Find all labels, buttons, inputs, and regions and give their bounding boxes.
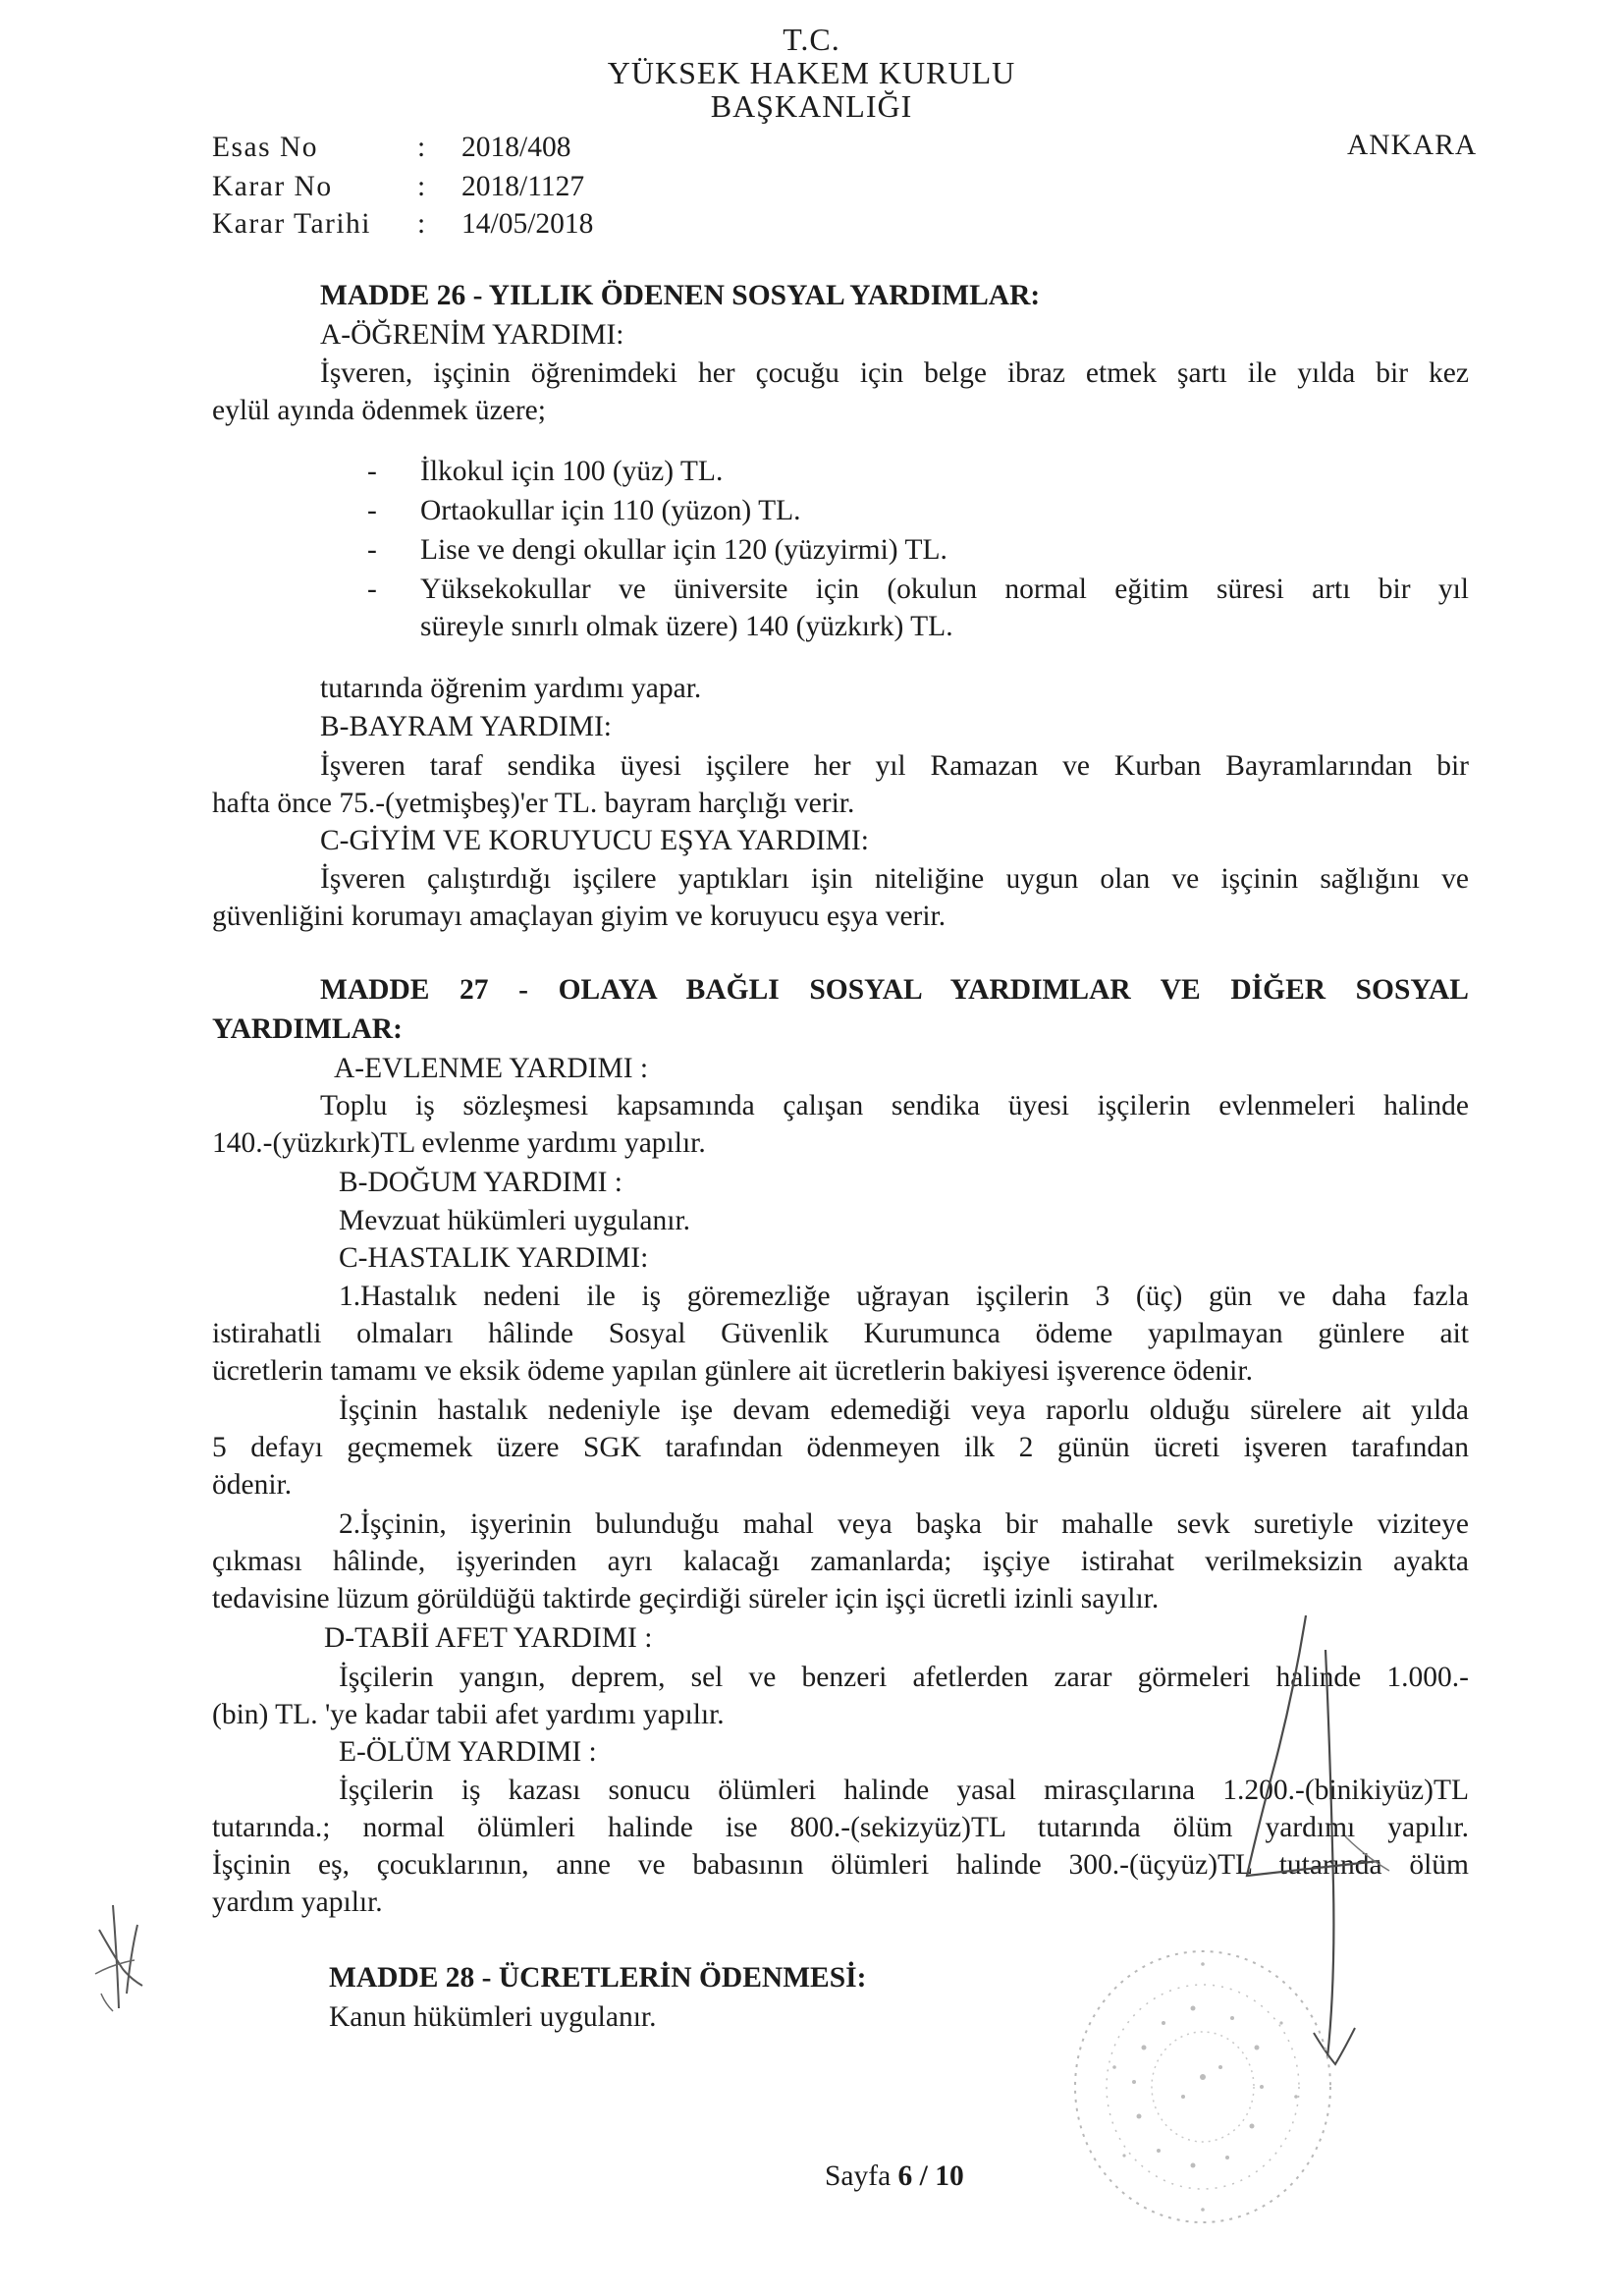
section-a-title: A-EVLENME YARDIMI : <box>334 1053 649 1084</box>
paragraph-line: eylül ayında ödenmek üzere; <box>212 395 546 426</box>
paragraph-line: 1.Hastalık nedeni ile iş göremezliğe uğrayan işçilerin 3 (üç) gün ve daha fazla <box>339 1281 1469 1312</box>
paragraph-line: Toplu iş sözleşmesi kapsamında çalışan sendika üyesi işçilerin evlenmeleri halinde <box>320 1090 1469 1121</box>
meta-sep: : <box>417 132 426 163</box>
list-item: Ortaokullar için 110 (yüzon) TL. <box>420 495 801 526</box>
header-institution: YÜKSEK HAKEM KURULU <box>607 55 1016 90</box>
meta-label-esas: Esas No <box>212 132 319 163</box>
article-28-title: MADDE 28 - ÜCRETLERİN ÖDENMESİ: <box>329 1962 867 1994</box>
header-city: ANKARA <box>1347 130 1478 161</box>
page-value: 6 / 10 <box>897 2160 964 2192</box>
paragraph-line: yardım yapılır. <box>212 1886 383 1918</box>
handwritten-initials <box>83 1895 162 2023</box>
article-27-title-cont: YARDIMLAR: <box>212 1013 403 1045</box>
paragraph-line: Kanun hükümleri uygulanır. <box>329 2001 657 2033</box>
paragraph-line: İşçinin eş, çocuklarının, anne ve babasının ölümleri halinde 300.-(üçyüz)TL tutarında ölüm <box>212 1849 1469 1881</box>
meta-value-karar: 2018/1127 <box>461 171 585 202</box>
paragraph-line: İşveren çalıştırdığı işçilere yaptıkları işin niteliğine uygun olan ve işçinin sağlığını ve <box>320 863 1469 895</box>
section-a-title: A-ÖĞRENİM YARDIMI: <box>320 319 624 351</box>
section-e-title: E-ÖLÜM YARDIMI : <box>339 1736 597 1768</box>
article-27-title: MADDE 27 - OLAYA BAĞLI SOSYAL YARDIMLAR VE DİĞER SOSYAL <box>320 974 1469 1006</box>
paragraph-line: İşveren, işçinin öğrenimdeki her çocuğu için belge ibraz etmek şartı ile yılda bir kez <box>320 357 1469 389</box>
section-c-title: C-HASTALIK YARDIMI: <box>339 1242 649 1274</box>
article-26-title: MADDE 26 - YILLIK ÖDENEN SOSYAL YARDIMLAR: <box>320 280 1041 311</box>
paragraph-line: İşçilerin yangın, deprem, sel ve benzeri afetlerden zarar görmeleri halinde 1.000.- <box>339 1662 1469 1693</box>
list-bullet: - <box>367 456 377 487</box>
paragraph-line: Mevzuat hükümleri uygulanır. <box>339 1205 691 1236</box>
meta-value-karar-tarihi: 14/05/2018 <box>461 208 594 240</box>
paragraph-line: 140.-(yüzkırk)TL evlenme yardımı yapılır. <box>212 1127 706 1159</box>
paragraph-line: tutarında öğrenim yardımı yapar. <box>320 673 702 704</box>
paragraph-line: (bin) TL. 'ye kadar tabii afet yardımı yapılır. <box>212 1699 725 1730</box>
paragraph-line: güvenliğini korumayı amaçlayan giyim ve koruyucu eşya verir. <box>212 901 947 932</box>
paragraph-line: 5 defayı geçmemek üzere SGK tarafından ödenmeyen ilk 2 günün ücreti işveren tarafından <box>212 1432 1469 1463</box>
list-bullet: - <box>367 574 377 605</box>
section-b-title: B-DOĞUM YARDIMI : <box>339 1167 622 1198</box>
header-tc: T.C. <box>783 22 840 57</box>
paragraph-line: tedavisine lüzum görüldüğü taktirde geçirdiği süreler için işçi ücretli izinli sayılır. <box>212 1583 1160 1614</box>
paragraph-line: çıkması hâlinde, işyerinden ayrı kalacağı zamanlarda; işçiye istirahat verilmeksizin ayakta <box>212 1546 1469 1577</box>
paragraph-line: 2.İşçinin, işyerinin bulunduğu mahal veya başka bir mahalle sevk suretiyle viziteye <box>339 1508 1469 1540</box>
list-item-continuation: süreyle sınırlı olmak üzere) 140 (yüzkırk) TL. <box>420 611 953 642</box>
paragraph-line: ödenir. <box>212 1469 293 1501</box>
official-stamp <box>1055 1930 1350 2244</box>
list-item: Lise ve dengi okullar için 120 (yüzyirmi) TL. <box>420 534 947 566</box>
meta-label-karar-tarihi: Karar Tarihi <box>212 208 371 240</box>
page-number <box>825 2159 964 2194</box>
meta-label-karar: Karar No <box>212 171 333 202</box>
paragraph-line: tutarında.; normal ölümleri halinde ise 800.-(sekizyüz)TL tutarında ölüm yardımı yapılır. <box>212 1812 1469 1843</box>
list-bullet: - <box>367 534 377 566</box>
paragraph-line: istirahatli olmaları hâlinde Sosyal Güvenlik Kurumunca ödeme yapılmayan günlere ait <box>212 1318 1469 1349</box>
paragraph-line: İşçinin hastalık nedeniyle işe devam edemediği veya raporlu olduğu sürelere ait yılda <box>339 1394 1469 1426</box>
page-label: Sayfa <box>825 2160 892 2192</box>
list-item: Yüksekokullar ve üniversite için (okulun normal eğitim süresi artı bir yıl <box>420 574 1469 605</box>
section-d-title: D-TABİİ AFET YARDIMI : <box>324 1622 653 1654</box>
paragraph-line: İşveren taraf sendika üyesi işçilere her yıl Ramazan ve Kurban Bayramlarından bir <box>320 750 1469 782</box>
section-b-title: B-BAYRAM YARDIMI: <box>320 711 612 742</box>
section-c-title: C-GİYİM VE KORUYUCU EŞYA YARDIMI: <box>320 825 869 856</box>
list-bullet: - <box>367 495 377 526</box>
header-presidency: BAŞKANLIĞI <box>710 88 913 124</box>
meta-sep: : <box>417 208 426 240</box>
paragraph-line: ücretlerin tamamı ve eksik ödeme yapılan günlere ait ücretlerin bakiyesi işverence ödenir. <box>212 1355 1253 1387</box>
paragraph-line: İşçilerin iş kazası sonucu ölümleri halinde yasal mirasçılarına 1.200.-(binikiyüz)TL <box>339 1775 1469 1806</box>
meta-sep: : <box>417 171 426 202</box>
list-item: İlkokul için 100 (yüz) TL. <box>420 456 724 487</box>
paragraph-line: hafta önce 75.-(yetmişbeş)'er TL. bayram harçlığı verir. <box>212 788 855 819</box>
meta-value-esas: 2018/408 <box>461 132 571 163</box>
